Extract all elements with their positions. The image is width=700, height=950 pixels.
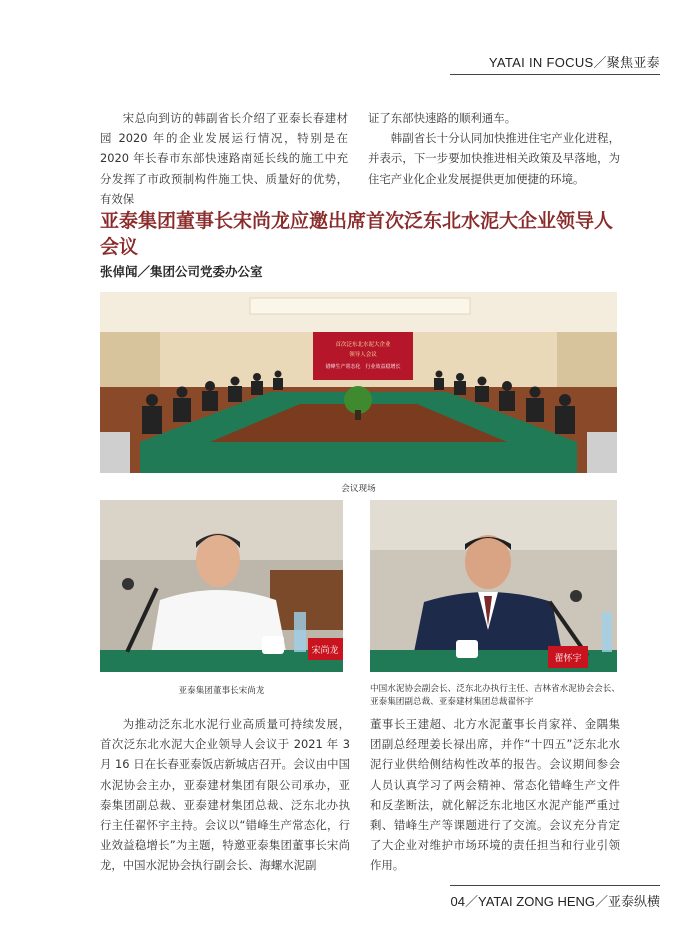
body-left-paragraph: 为推动泛东北水泥行业高质量可持续发展，首次泛东北水泥大企业领导人会议于 2021 年 3 月 16 日在长春亚泰饭店新城店召开。会议由中国水泥协会主办，亚泰建材集团有限公司承办，亚泰集团副总裁、亚泰建材集团总裁、泛东北办执行主任翟怀宇主持。会议以“错峰生产常态化，行业效益稳增长”为主题，特邀亚泰集团董事长宋尚龙，中国水泥协会执行副会长、海螺水泥副 <box>100 717 350 873</box>
meeting-photo-caption: 会议现场 <box>341 484 376 494</box>
intro-left-paragraph: 宋总向到访的韩副省长介绍了亚泰长春建材园 2020 年的企业发展运行情况，特别是在 2020 年长春市东部快速路南延长线的施工中充分发挥了市政预制构件施工快、质量好的优势，有效保 <box>100 111 348 206</box>
chairman-photo-caption: 亚泰集团董事长宋尚龙 <box>178 686 265 696</box>
intro-right-paragraph-2: 韩副省长十分认同加快推进住宅产业化进程，并表示，下一步要加快推进相关政策及早落地，为住宅产业化企业发展提供更加便捷的环境。 <box>368 131 620 186</box>
screen-line-2: 错峰生产常态化 行业效益稳增长 <box>325 364 401 370</box>
vice-president-photo-caption: 中国水泥协会副会长、泛东北办执行主任、吉林省水泥协会会长、亚泰集团副总裁、亚泰建材集团总裁翟怀宇 <box>370 684 620 707</box>
intro-right-paragraph-1: 证了东部快速路的顺利通车。 <box>368 111 517 125</box>
footer-rule <box>450 885 660 886</box>
intro-left-column <box>100 108 348 209</box>
meeting-photo <box>100 292 617 473</box>
vice-president-portrait-illustration <box>370 500 617 672</box>
chairman-nameplate-text: 宋尚龙 <box>311 646 339 656</box>
screen-title: 首次泛东北水泥大企业 <box>335 342 391 348</box>
meeting-scene-illustration <box>100 292 617 473</box>
page-header: YATAI IN FOCUS／聚焦亚泰 <box>488 55 660 70</box>
article-byline: 张倬闻／集团公司党委办公室 <box>100 264 263 279</box>
body-left-column <box>100 714 350 876</box>
chairman-portrait-illustration <box>100 500 343 672</box>
article-title: 亚泰集团董事长宋尚龙应邀出席首次泛东北水泥大企业领导人会议 <box>100 210 614 258</box>
page-footer: 04／YATAI ZONG HENG／亚泰纵横 <box>450 894 660 909</box>
vice-president-photo <box>370 500 617 672</box>
body-right-paragraph: 董事长王建超、北方水泥董事长肖家祥、金隅集团副总经理姜长禄出席，并作“十四五”泛东北水泥行业供给侧结构性改革的报告。会议期间参会人员认真学习了两会精神、常态化错峰生产文件和反垄断法，就化解泛东北地区水泥产能严重过剩、错峰生产等课题进行了交流。会议充分肯定了大企业对维护市场环境的责任担当和行业引领作用。 <box>370 717 620 873</box>
body-right-column <box>370 714 620 876</box>
intro-right-column <box>368 108 620 189</box>
header-rule <box>450 74 660 75</box>
chairman-photo <box>100 500 343 672</box>
screen-line-1: 领导人会议 <box>349 352 377 358</box>
vice-president-nameplate-text: 翟怀宇 <box>554 654 582 664</box>
